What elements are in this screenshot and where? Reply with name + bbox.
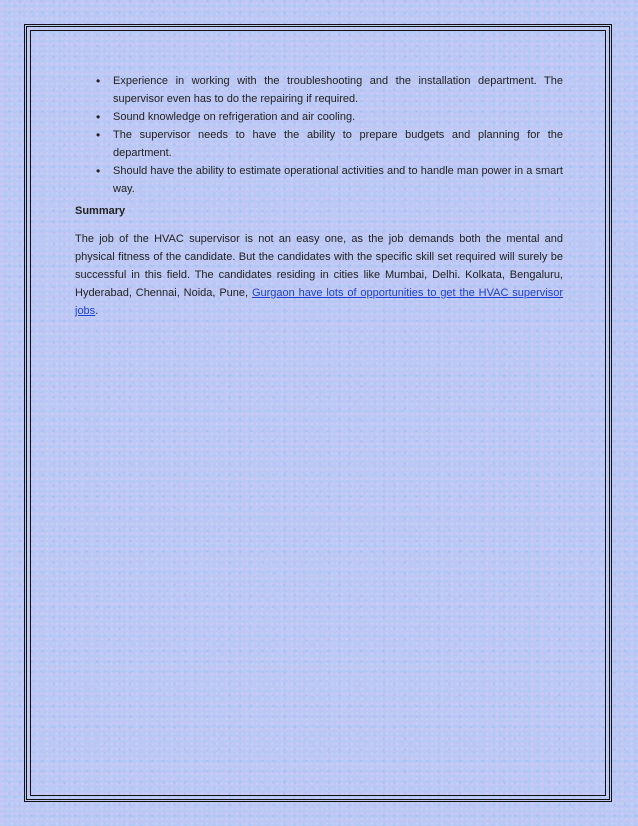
summary-tail: . [95, 305, 99, 317]
summary-paragraph [75, 230, 563, 320]
bullet-item: • Sound knowledge on refrigeration and air cooling. [113, 108, 563, 126]
summary-text: The job of the HVAC supervisor is not an easy one, as the job demands both the mental and physical fitness of the candidate. But the candidates with the specific skill set required will surely be successful in this field. The candidates residing in cities like Mumbai, Delhi. Kolkata, Bengaluru, Hyderabad, Chennai, Noida, Pune, [75, 233, 563, 299]
bullet-item: • Experience in working with the troubleshooting and the installation department. The supervisor even has to do the repairing if required. [113, 72, 563, 108]
jobs-link[interactable]: Gurgaon have lots of opportunities to get the HVAC supervisor jobs [75, 287, 564, 317]
summary-heading: Summary [75, 205, 126, 217]
document-body [75, 72, 563, 320]
requirements-list [75, 72, 563, 198]
bullet-item: • The supervisor needs to have the ability to prepare budgets and planning for the department. [113, 126, 563, 162]
bullet-item: • Should have the ability to estimate operational activities and to handle man power in a smart way. [113, 162, 563, 198]
